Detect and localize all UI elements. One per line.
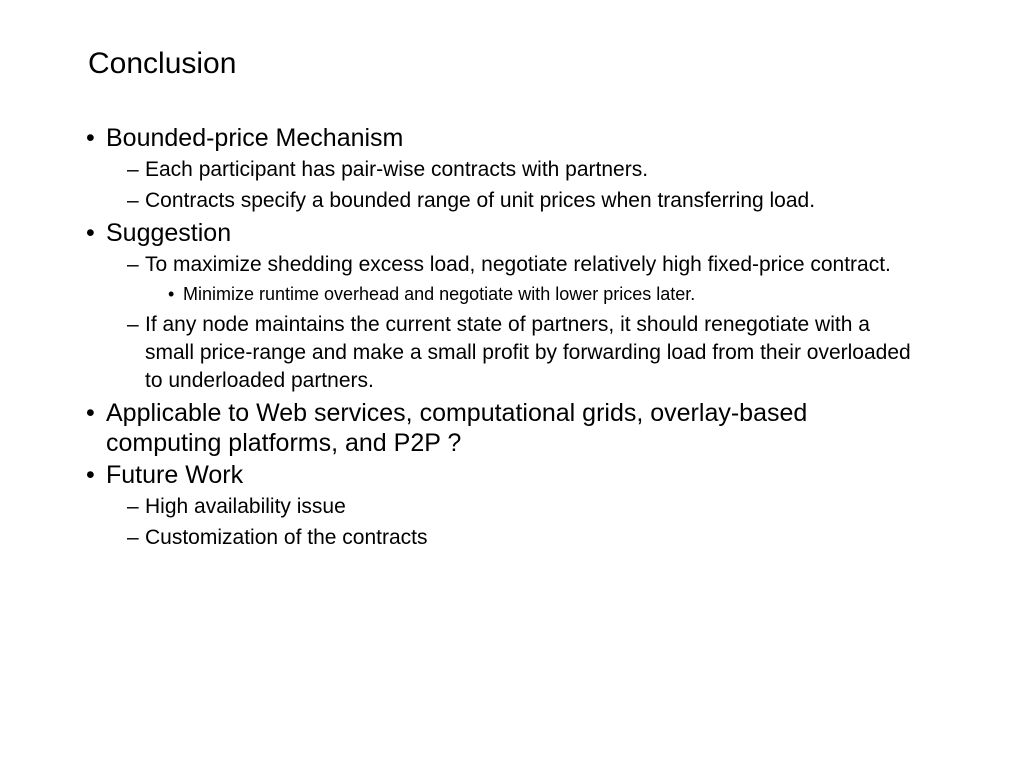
slide-body (86, 123, 916, 555)
subsubbullet-text: Minimize runtime overhead and negotiate with lower prices later. (183, 284, 696, 304)
dash-glyph: – (127, 158, 139, 181)
subbullet-text: Contracts specify a bounded range of unit prices when transferring load. (145, 189, 816, 212)
subbullet-text: To maximize shedding excess load, negotiate relatively high fixed-price contract. (145, 253, 891, 276)
subbullet-text: If any node maintains the current state of partners, it should renegotiate with a small price-range and make a small profit by forwarding load from their overloaded to underloaded partners. (145, 313, 911, 392)
dash-glyph: – (127, 495, 139, 518)
subsubbullet-runtime-overhead (86, 282, 916, 306)
bullet-applicable (86, 398, 916, 458)
bullet-glyph: • (168, 284, 175, 304)
bullet-future-work (86, 460, 916, 490)
subbullet-customization (86, 524, 916, 552)
subbullet-pairwise-contracts (86, 156, 916, 184)
dash-glyph: – (127, 189, 139, 212)
bullet-bounded-price (86, 123, 916, 153)
subbullet-bounded-range (86, 187, 916, 215)
subbullet-fixed-price (86, 251, 916, 279)
bullet-text: Future Work (106, 461, 244, 489)
subbullet-text: High availability issue (145, 495, 346, 518)
bullet-glyph: • (86, 124, 95, 152)
dash-glyph: – (127, 526, 139, 549)
bullet-text: Bounded-price Mechanism (106, 124, 404, 152)
slide-title: Conclusion (88, 47, 237, 80)
bullet-text: Applicable to Web services, computational grids, overlay-based computing platforms, and P2P ? (106, 399, 808, 457)
dash-glyph: – (127, 253, 139, 276)
bullet-glyph: • (86, 461, 95, 489)
subbullet-high-availability (86, 493, 916, 521)
subbullet-renegotiate (86, 311, 916, 395)
bullet-text: Suggestion (106, 219, 232, 247)
bullet-suggestion (86, 218, 916, 248)
bullet-glyph: • (86, 219, 95, 247)
subbullet-text: Customization of the contracts (145, 526, 428, 549)
bullet-glyph: • (86, 399, 95, 427)
subbullet-text: Each participant has pair-wise contracts with partners. (145, 158, 649, 181)
dash-glyph: – (127, 313, 139, 336)
